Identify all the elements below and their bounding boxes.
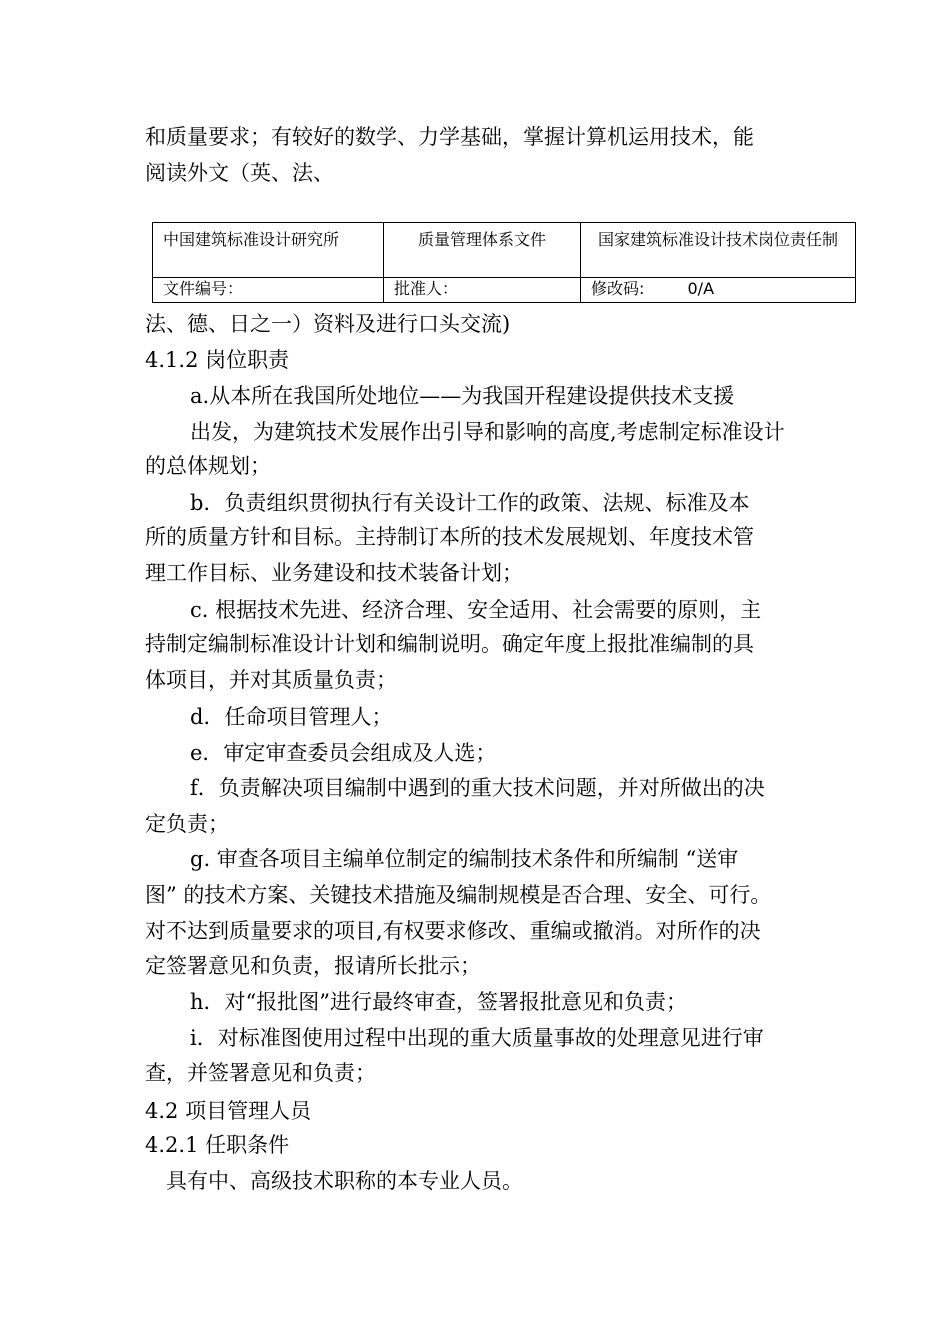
document-header-table (152, 222, 856, 303)
paragraph-line: 的总体规划； (145, 454, 271, 478)
paragraph-line: h．对“报批图”进行最终审查，签署报批意见和负责； (190, 990, 687, 1014)
org-name-cell: 中国建筑标准设计研究所 (153, 223, 384, 278)
paragraph-line: 出发，为建筑技术发展作出引导和影响的高度,考虑制定标准设计 (190, 420, 785, 444)
paragraph-line: i．对标准图使用过程中出现的重大质量事故的处理意见进行审 (190, 1026, 764, 1050)
paragraph-line: 图” 的技术方案、关键技术措施及编制规模是否合理、安全、可行。 (145, 883, 772, 907)
revision-cell (581, 278, 856, 303)
paragraph-line: 具有中、高级技术职称的本专业人员。 (166, 1169, 523, 1193)
section-heading: 4.2.1 任职条件 (145, 1133, 290, 1157)
paragraph-line: 所的质量方针和目标。主持制订本所的技术发展规划、年度技术管 (145, 525, 754, 549)
paragraph-line: c. 根据技术先进、经济合理、安全适用、社会需要的原则，主 (190, 598, 762, 622)
paragraph-line: 和质量要求；有较好的数学、力学基础，掌握计算机运用技术，能 (145, 125, 754, 149)
doc-title-cell: 国家建筑标准设计技术岗位责任制 (581, 223, 856, 278)
paragraph-line: a.从本所在我国所处地位——为我国开程建设提供技术支援 (190, 384, 735, 408)
paragraph-line: 体项目，并对其质量负责； (145, 668, 397, 692)
section-heading: 4.2 项目管理人员 (145, 1099, 312, 1123)
file-number-cell: 文件编号： (153, 278, 384, 303)
revision-label: 修改码: (591, 279, 645, 298)
paragraph-line: 持制定编制标准设计计划和编制说明。确定年度上报批准编制的具 (145, 632, 754, 656)
paragraph-line: d．任命项目管理人； (190, 705, 393, 729)
paragraph-line: e．审定审查委员会组成及人选； (190, 741, 497, 765)
paragraph-line: 理工作目标、业务建设和技术装备计划； (145, 561, 523, 585)
paragraph-line: 查，并签署意见和负责； (145, 1061, 376, 1085)
paragraph-line: 对不达到质量要求的项目,有权要求修改、重编或撤消。对所作的决 (145, 919, 761, 943)
paragraph-line: 定负责； (145, 812, 229, 836)
paragraph-line: g. 审查各项目主编单位制定的编制技术条件和所编制 “送审 (190, 847, 739, 871)
section-heading: 4.1.2 岗位职责 (145, 348, 290, 372)
approver-cell: 批准人： (384, 278, 581, 303)
paragraph-line: b．负责组织贯彻执行有关设计工作的政策、法规、标准及本 (190, 491, 750, 515)
doc-type-cell: 质量管理体系文件 (384, 223, 581, 278)
paragraph-line: 定签署意见和负责，报请所长批示； (145, 954, 481, 978)
paragraph-line: 法、德、日之一）资料及进行口头交流) (145, 312, 511, 336)
revision-value: 0/A (687, 279, 715, 298)
paragraph-line: 阅读外文（英、法、 (145, 161, 334, 185)
paragraph-line: f．负责解决项目编制中遇到的重大技术问题，并对所做出的决 (190, 776, 765, 800)
